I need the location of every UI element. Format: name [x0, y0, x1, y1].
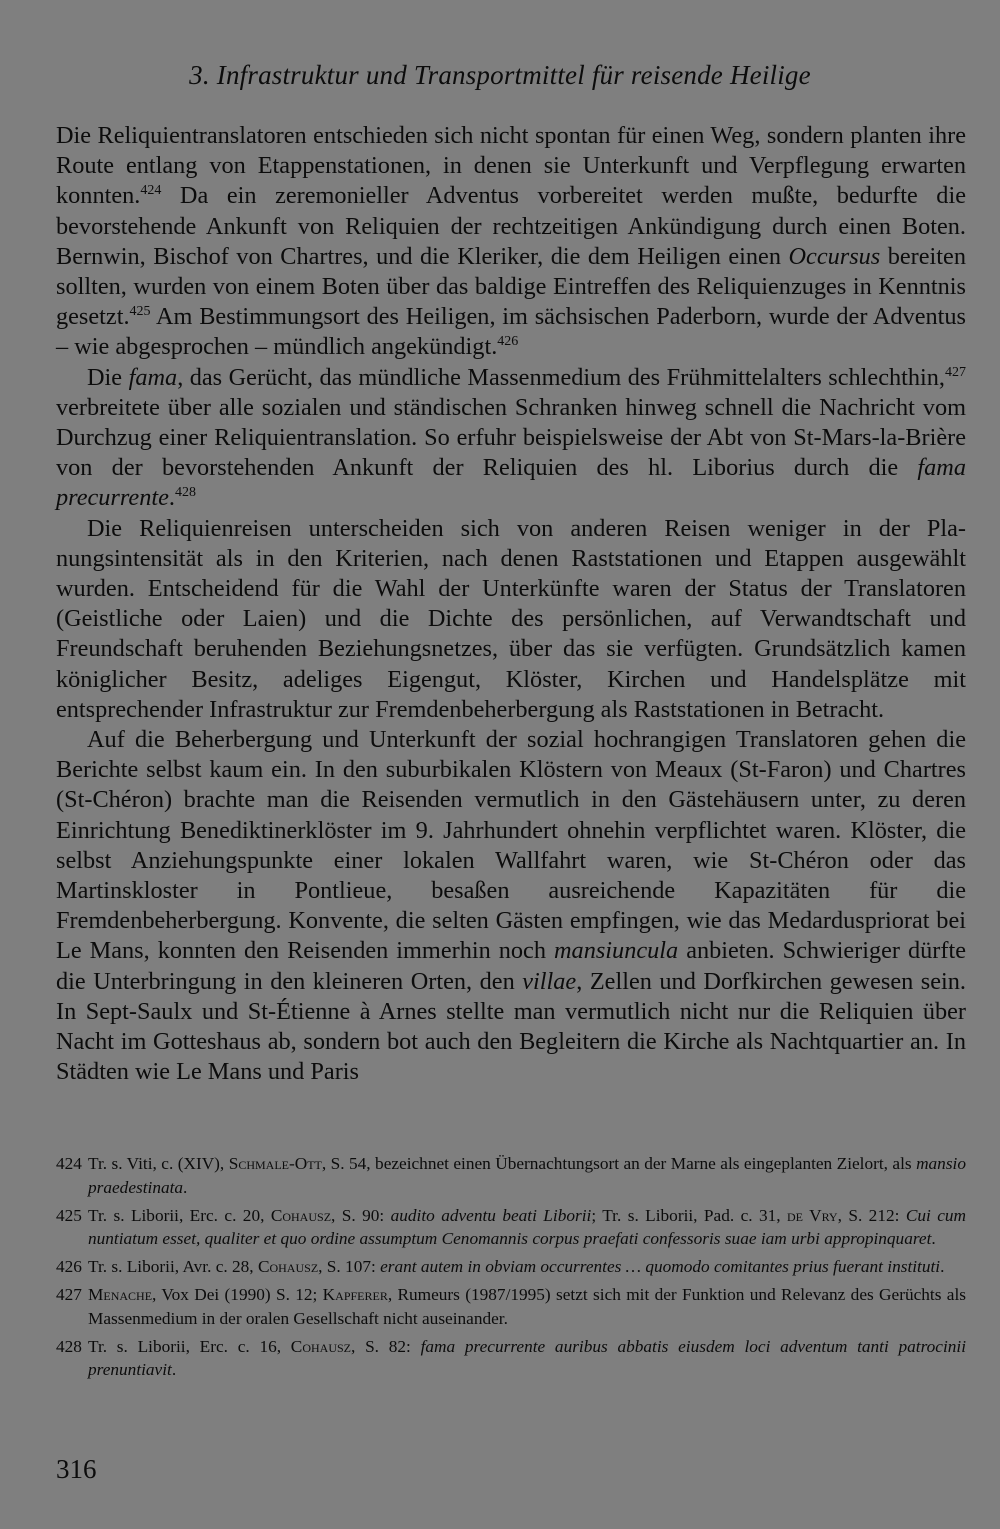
text-run: , Vox Dei (1990) S. 12; [152, 1284, 323, 1304]
text-run: . [171, 1360, 177, 1380]
footnote-ref: 428 [174, 485, 196, 501]
page-number: 316 [56, 1454, 97, 1484]
author-name: Cohausz [290, 1336, 351, 1356]
italic-text: Occursus [788, 242, 881, 270]
paragraph [56, 121, 966, 363]
footnote-text [88, 1335, 966, 1383]
footnote-ref: 424 [140, 183, 162, 199]
text-run: , Zellen und Dorfkirchen gewesen sein. In Sept-Saulx und St-Étienne à Arnes stellte man vermutlich nicht nur die Reliquien über Nacht im Gotteshaus ab, sondern bot auch den Begleitern die Kirche als Nachtquartier an. In Städten wie Le Mans und Paris [56, 967, 967, 1086]
text-run: Auf die Beherbergung und Unterkunft der sozial hochrangigen Translatoren gehen die Berichte selbst kaum ein. In den suburbikalen Klöstern von Meaux (St-Faron) und Chartres (St-Chéron) brachte man die Reisenden vermutlich in den Gästehäusern unter, zu deren Einrichtung Benediktinerklöster im 9. Jahrhundert ohnehin verpflichtet waren. Klöster, die selbst Anziehungspunkte einer lokalen Wallfahrt waren, wie St-Chéron oder das Martinskloster in Pontlieue, besaßen ausreichende Kapazitäten für die Fremdenbeherbergung. Konvente, die selten Gästen empfingen, wie das Medarduspriorat bei Le Mans, konnten den Reisenden immerhin noch [56, 726, 966, 965]
text-run: anbieten. Schwieriger dürfte die Unterbringung in den kleineren Orten, den [56, 937, 966, 995]
text-run: bereiten sollten, wurden von einem Boten über das baldige Eintreffen des Reliquienzuges in Kenntnis gesetzt. [56, 242, 966, 331]
footnote-ref: 427 [945, 364, 967, 380]
text-run: , S. 107: [318, 1257, 381, 1277]
text-run: verbreitete über alle sozialen und ständischen Schranken hinweg schnell die Nachricht vom Durchzug einer Reliquientranslation. So erfuhr beispielsweise der Abt von St-Mars-la-Brière von der bevorstehenden Ankunft der Reliquien des hl. Liborius durch die [56, 393, 966, 482]
text-run: Tr. s. Liborii, Erc. c. 20, [88, 1205, 271, 1225]
italic-text: audito adventu beati Liborii [390, 1205, 592, 1225]
text-run: Am Bestimmungsort des Heiligen, im sächsischen Paderborn, wurde der Adventus – wie abgesprochen – mündlich angekündigt. [56, 303, 966, 361]
text-run: . [931, 1229, 936, 1249]
footnote-text [88, 1255, 966, 1279]
text-run: . [168, 484, 175, 512]
footnote [56, 1204, 966, 1252]
italic-text: fama precurrente [56, 454, 966, 512]
text-run: , S. 90: [331, 1205, 391, 1225]
text-run: Die Reliquientranslatoren entschieden sich nicht spontan für einen Weg, sondern planten ihre Route entlang von Etappenstationen, in denen sie Unterkunft und Verpflegung erwarten konnten. [56, 122, 966, 210]
text-run: , Rumeurs (1987/1995) setzt sich mit der Funktion und Relevanz des Gerüchts als Massenmedium in der oralen Gesellschaft nicht auseinander. [88, 1284, 966, 1328]
footnote [56, 1283, 966, 1331]
text-run: . [183, 1177, 188, 1197]
footnote-number: 426 [56, 1257, 82, 1277]
author-name: Kapferer [322, 1284, 388, 1304]
footnote-text [88, 1204, 966, 1252]
italic-text: mansio praedestinata [88, 1154, 966, 1197]
footnote-number: 428 [56, 1336, 82, 1356]
footnote-number: 425 [56, 1205, 82, 1225]
body-text [56, 121, 966, 1088]
text-run: , S. 82: [351, 1336, 421, 1356]
author-name: de Vry [787, 1205, 838, 1225]
text-run: Tr. s. Liborii, Avr. c. 28, [88, 1257, 258, 1277]
author-name: Schmale-Ott [228, 1154, 322, 1173]
footnotes [56, 1152, 966, 1386]
text-run: , das Gerücht, das mündliche Massenmedium des Frühmittelalters schlechthin, [177, 363, 946, 391]
footnote-text [88, 1283, 966, 1331]
footnote [56, 1152, 966, 1200]
italic-text: Cui cum nuntiatum esset, qualiter et quo ordine assumptum Cenomannis corpus praefati confessoris suae iam urbi appropinquaret [88, 1205, 967, 1249]
footnote-ref: 425 [129, 304, 151, 320]
italic-text: fama precurrente auribus abbatis eiusdem loci adventum tanti patrocinii prenuntiavit [88, 1336, 967, 1380]
text-run: Da ein zeremonieller Adventus vorbereitet werden mußte, bedurfte die bevorstehende Ankunft von Reliquien der rechtzeitigen Ankündigung durch einen Boten. Bernwin, Bischof von Chartres, und die Kleriker, die dem Heiligen einen [56, 182, 966, 270]
text-run: , S. 54, bezeichnet einen Übernachtungsort an der Marne als eingeplanten Zielort, als [321, 1154, 917, 1173]
footnote [56, 1335, 966, 1383]
text-run: . [940, 1257, 945, 1277]
author-name: Cohausz [257, 1257, 319, 1277]
text-run: Die [87, 363, 129, 391]
footnote-number: 427 [56, 1284, 82, 1304]
text-run: , S. 212: [837, 1205, 906, 1225]
italic-text: villae [522, 967, 577, 995]
italic-text: mansiuncula [554, 937, 679, 965]
author-name: Menache [88, 1284, 153, 1304]
footnote-ref: 426 [497, 334, 519, 350]
text-run: Tr. s. Viti, c. (XIV), [88, 1154, 229, 1173]
paragraph [56, 725, 966, 1087]
paragraph [56, 363, 966, 514]
italic-text: fama [128, 363, 178, 391]
footnote [56, 1255, 966, 1279]
paragraph [56, 514, 966, 725]
footnote-number: 424 [56, 1154, 82, 1173]
footnote-text [88, 1152, 966, 1200]
text-run: Tr. s. Liborii, Erc. c. 16, [88, 1336, 291, 1356]
text-run: ; Tr. s. Liborii, Pad. c. 31, [591, 1205, 787, 1225]
author-name: Cohausz [270, 1205, 332, 1225]
italic-text: erant autem in obviam occurrentes … quomodo comitantes prius fuerant instituti [380, 1257, 941, 1277]
text-run: Die Reliquienreisen unterscheiden sich von anderen Reisen weniger in der Planungsintensität als in den Kriterien, nach denen Raststationen und Etappen ausgewählt wurden. Entscheidend für die Wahl der Unterkünfte waren der Status der Translatoren (Geistliche oder Laien) und die Dichte des persönlichen, auf Verwandtschaft und Freundschaft beruhenden Beziehungsnetzes, über das sie verfügten. Grundsätzlich kamen königlicher Besitz, adeliges Eigengut, Klöster, Kirchen und Handelsplätze mit entsprechender Infrastruktur zur Fremdenbeherbergung als Raststationen in Betracht. [56, 514, 966, 723]
running-head: 3. Infrastruktur und Transportmittel für reisende Heilige [189, 60, 811, 90]
